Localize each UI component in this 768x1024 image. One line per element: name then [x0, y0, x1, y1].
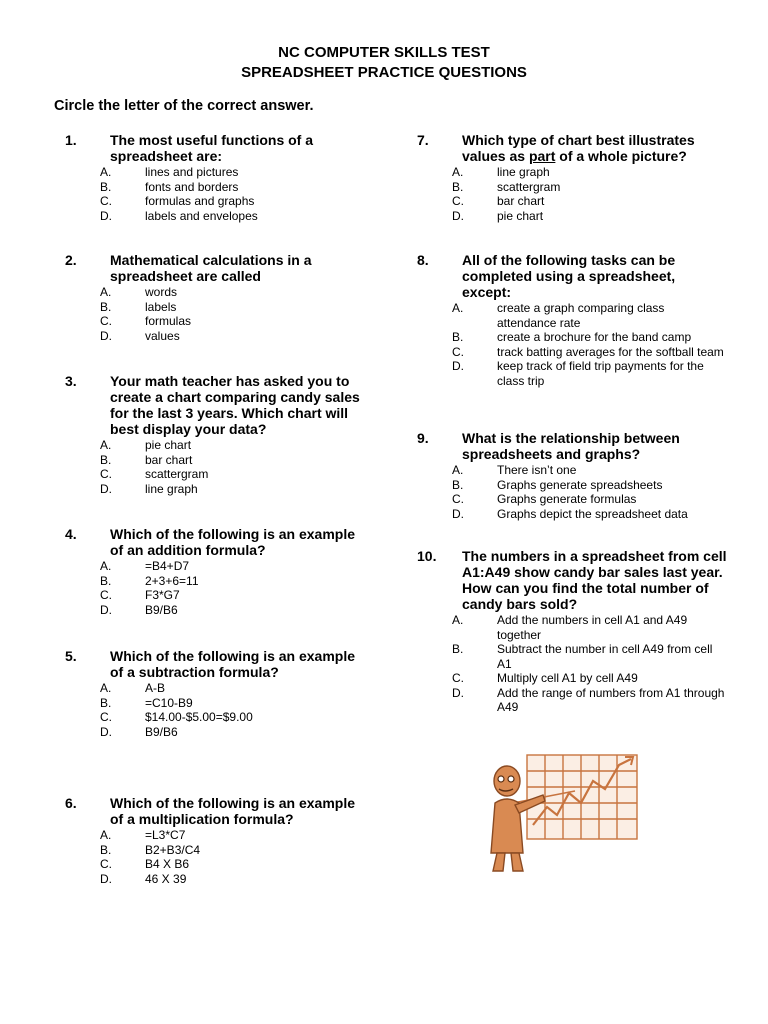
option-c[interactable]: C. track batting averages for the softball team — [452, 344, 724, 359]
option-b[interactable]: B. =C10-B9 — [100, 695, 193, 710]
option-d[interactable]: D. B9/B6 — [100, 724, 178, 739]
option-b[interactable]: B. fonts and borders — [100, 179, 239, 194]
option-c[interactable]: C. $14.00-$5.00=$9.00 — [100, 710, 253, 724]
option-d[interactable]: D. B9/B6 — [100, 602, 178, 617]
option-d[interactable]: D. labels and envelopes — [100, 208, 258, 223]
option-b[interactable]: B. Subtract the number in cell A49 from cell A1 — [452, 642, 713, 671]
question-text: Which of the following is an example of a subtraction formula? — [110, 648, 356, 680]
option-b[interactable]: B. labels — [100, 299, 177, 314]
option-b[interactable]: B. Graphs generate spreadsheets — [452, 477, 663, 492]
option-d[interactable]: D. Graphs depict the spreadsheet data — [452, 506, 688, 521]
option-a[interactable]: A. pie chart — [100, 438, 192, 452]
option-a[interactable]: A. A-B — [100, 681, 166, 695]
question-1 — [65, 132, 365, 223]
question-number: 10. — [417, 548, 437, 564]
option-a[interactable]: A. lines and pictures — [100, 165, 239, 179]
option-b[interactable]: B. scattergram — [452, 179, 561, 194]
question-text: Which type of chart best illustrates values as part of a whole picture? — [462, 132, 695, 164]
option-c[interactable]: C. Multiply cell A1 by cell A49 — [452, 671, 638, 685]
option-b[interactable]: B. bar chart — [100, 452, 193, 467]
question-5 — [65, 648, 365, 739]
question-number: 1. — [65, 132, 77, 148]
question-9 — [417, 430, 727, 521]
question-10 — [417, 548, 727, 715]
option-c[interactable]: C. formulas — [100, 314, 192, 328]
instructions: Circle the letter of the correct answer. — [54, 98, 314, 114]
question-4 — [65, 526, 365, 617]
option-a[interactable]: A. Add the numbers in cell A1 and A49 together — [452, 613, 688, 642]
option-a[interactable]: A. =L3*C7 — [100, 828, 186, 842]
question-text: Which of the following is an example of a multiplication formula? — [110, 795, 356, 827]
option-a[interactable]: A. create a graph comparing class attendance rate — [452, 301, 665, 330]
question-number: 8. — [417, 252, 429, 268]
option-d[interactable]: D. values — [100, 328, 180, 343]
presenter-chart-icon — [485, 745, 645, 875]
option-d[interactable]: D. Add the range of numbers from A1 through A49 — [452, 685, 725, 714]
option-a[interactable]: A. =B4+D7 — [100, 559, 190, 573]
option-d[interactable]: D. line graph — [100, 481, 198, 496]
question-8 — [417, 252, 727, 388]
question-text: The most useful functions of a spreadsheet are: — [110, 132, 314, 164]
option-b[interactable]: B. create a brochure for the band camp — [452, 330, 692, 344]
page-title-line2: SPREADSHEET PRACTICE QUESTIONS — [241, 64, 527, 81]
question-number: 3. — [65, 373, 77, 389]
question-text: Which of the following is an example of an addition formula? — [110, 526, 356, 558]
underlined-word: part — [528, 148, 556, 164]
option-c[interactable]: C. formulas and graphs — [100, 194, 255, 208]
question-number: 4. — [65, 526, 77, 542]
question-text: Mathematical calculations in a spreadsheet are called — [110, 252, 312, 284]
option-c[interactable]: C. bar chart — [452, 194, 545, 208]
option-a[interactable]: A. words — [100, 285, 178, 299]
option-c[interactable]: C. B4 X B6 — [100, 857, 190, 871]
question-text: All of the following tasks can be completed using a spreadsheet, except: — [462, 252, 676, 300]
option-c[interactable]: C. Graphs generate formulas — [452, 492, 637, 506]
option-a[interactable]: A. line graph — [452, 165, 550, 179]
option-d[interactable]: D. keep track of field trip payments for the class trip — [452, 359, 704, 388]
question-7 — [417, 132, 727, 223]
question-3 — [65, 373, 365, 496]
option-c[interactable]: C. F3*G7 — [100, 588, 180, 602]
option-d[interactable]: D. pie chart — [452, 208, 544, 223]
question-number: 5. — [65, 648, 77, 664]
option-d[interactable]: D. 46 X 39 — [100, 871, 187, 886]
question-text: What is the relationship between spreadsheets and graphs? — [462, 430, 680, 462]
question-number: 6. — [65, 795, 77, 811]
option-b[interactable]: B. B2+B3/C4 — [100, 842, 201, 857]
question-number: 2. — [65, 252, 77, 268]
question-2 — [65, 252, 365, 343]
page-title-line1: NC COMPUTER SKILLS TEST — [278, 44, 490, 61]
question-text: The numbers in a spreadsheet from cell A1:A49 show candy bar sales last year. How can you find the total number of candy bars sold? — [462, 548, 727, 612]
option-a[interactable]: A. There isn’t one — [452, 463, 577, 477]
question-number: 7. — [417, 132, 429, 148]
question-text: Your math teacher has asked you to create a chart comparing candy sales for the last 3 years. Which chart will best display your data? — [110, 373, 360, 437]
question-number: 9. — [417, 430, 429, 446]
option-c[interactable]: C. scattergram — [100, 467, 209, 481]
question-6 — [65, 795, 365, 886]
option-b[interactable]: B. 2+3+6=11 — [100, 573, 199, 588]
